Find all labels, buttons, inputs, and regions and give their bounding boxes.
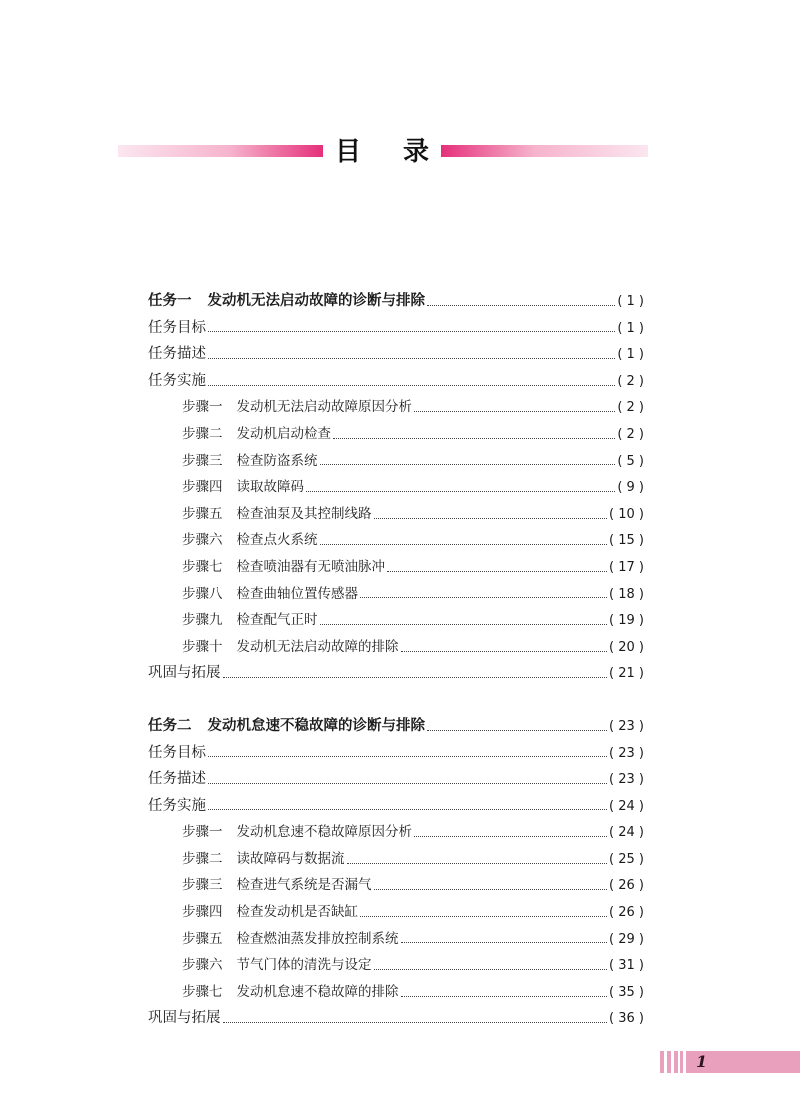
dot-leader [427, 305, 615, 306]
dot-leader [401, 651, 608, 652]
dot-leader [401, 942, 608, 943]
entry-title: 发动机无法启动故障的排除 [236, 638, 399, 655]
dot-leader [208, 809, 607, 810]
page-ref: ( 1 ) [617, 347, 644, 363]
entry-title: 任务实施 [148, 797, 206, 814]
toc-step-entry[interactable] [148, 979, 644, 1006]
page-ref: ( 24 ) [609, 798, 644, 814]
toc-step-entry[interactable] [148, 872, 644, 899]
entry-title: 任务描述 [148, 346, 206, 363]
entry-label [148, 1005, 221, 1032]
page-number-tab [660, 1051, 800, 1073]
entry-title: 任务实施 [148, 372, 206, 389]
dot-leader [427, 730, 607, 731]
toc-step-entry[interactable] [148, 474, 644, 501]
entry-title: 任务目标 [148, 744, 206, 761]
toc-section-entry[interactable] [148, 368, 644, 395]
dot-leader [360, 916, 607, 917]
toc-step-entry[interactable] [148, 952, 644, 979]
page-ref: ( 15 ) [609, 533, 644, 549]
entry-label [148, 341, 206, 368]
page-ref: ( 21 ) [609, 666, 644, 682]
entry-title: 巩固与拓展 [148, 665, 221, 682]
table-of-contents [148, 288, 644, 1032]
entry-label [148, 766, 206, 793]
dot-leader [387, 571, 607, 572]
page-title [323, 134, 441, 167]
dot-leader [360, 597, 607, 598]
toc-task-group [148, 288, 644, 687]
entry-title: 任务描述 [148, 771, 206, 788]
dot-leader [208, 756, 607, 757]
entry-number: 步骤七 [182, 558, 223, 575]
entry-number: 任务一 [148, 293, 192, 309]
entry-label [182, 421, 331, 448]
dot-leader [414, 411, 615, 412]
toc-extension-entry[interactable] [148, 660, 644, 687]
entry-title: 读故障码与数据流 [236, 850, 345, 867]
entry-number: 步骤三 [182, 452, 223, 469]
entry-title: 发动机启动检查 [236, 425, 331, 442]
entry-label [148, 315, 206, 342]
tab-stripe [667, 1051, 671, 1073]
entry-number: 步骤六 [182, 957, 223, 974]
page-ref: ( 24 ) [609, 825, 644, 841]
page-ref: ( 36 ) [609, 1011, 644, 1027]
entry-title: 巩固与拓展 [148, 1010, 221, 1027]
dot-leader [306, 491, 615, 492]
dot-leader [374, 518, 608, 519]
toc-step-entry[interactable] [148, 527, 644, 554]
entry-label [182, 846, 345, 873]
toc-step-entry[interactable] [148, 421, 644, 448]
dot-leader [208, 331, 615, 332]
page-ref: ( 20 ) [609, 639, 644, 655]
entry-label [182, 527, 318, 554]
toc-step-entry[interactable] [148, 819, 644, 846]
dot-leader [320, 624, 608, 625]
entry-label [182, 819, 412, 846]
toc-section-entry[interactable] [148, 315, 644, 342]
page-ref: ( 2 ) [617, 373, 644, 389]
entry-label [182, 952, 372, 979]
entry-label [182, 394, 412, 421]
tab-stripe [660, 1051, 664, 1073]
title-gradient-right [441, 145, 648, 157]
entry-label [182, 448, 318, 475]
toc-step-entry[interactable] [148, 846, 644, 873]
entry-label [182, 872, 372, 899]
entry-title: 检查燃油蒸发排放控制系统 [236, 930, 399, 947]
title-gradient-left [118, 145, 323, 157]
toc-step-entry[interactable] [148, 554, 644, 581]
toc-step-entry[interactable] [148, 448, 644, 475]
page-ref: ( 26 ) [609, 878, 644, 894]
dot-leader [374, 969, 608, 970]
entry-title: 检查进气系统是否漏气 [236, 877, 372, 894]
toc-task-entry[interactable] [148, 288, 644, 315]
dot-leader [414, 836, 607, 837]
entry-title: 发动机无法启动故障原因分析 [236, 399, 412, 416]
entry-title: 检查油泵及其控制线路 [236, 505, 372, 522]
page-ref: ( 23 ) [609, 718, 644, 734]
page-ref: ( 1 ) [617, 294, 644, 309]
dot-leader [208, 358, 615, 359]
entry-number: 步骤八 [182, 585, 223, 602]
entry-number: 步骤四 [182, 479, 223, 496]
dot-leader [223, 677, 608, 678]
entry-number: 步骤七 [182, 983, 223, 1000]
entry-title: 发动机无法启动故障的诊断与排除 [207, 293, 425, 309]
page-ref: ( 17 ) [609, 559, 644, 575]
entry-number: 步骤五 [182, 505, 223, 522]
entry-label [182, 926, 399, 953]
entry-title: 检查点火系统 [236, 532, 318, 549]
dot-leader [333, 438, 615, 439]
entry-label [148, 368, 206, 395]
entry-title: 读取故障码 [236, 479, 304, 496]
tab-stripe [680, 1051, 683, 1073]
dot-leader [208, 783, 607, 784]
dot-leader [320, 464, 616, 465]
entry-number: 步骤一 [182, 824, 223, 841]
page-ref: ( 10 ) [609, 506, 644, 522]
page-ref: ( 5 ) [617, 453, 644, 469]
dot-leader [374, 889, 608, 890]
toc-section-entry[interactable] [148, 740, 644, 767]
page-ref: ( 2 ) [617, 426, 644, 442]
entry-label [182, 501, 372, 528]
toc-task-entry[interactable] [148, 713, 644, 740]
page-number: 1 [696, 1052, 708, 1071]
entry-title: 发动机怠速不稳故障的诊断与排除 [207, 717, 425, 734]
page-ref: ( 31 ) [609, 958, 644, 974]
entry-title: 检查曲轴位置传感器 [236, 585, 358, 602]
dot-leader [320, 544, 608, 545]
entry-number: 步骤十 [182, 638, 223, 655]
page-ref: ( 9 ) [617, 480, 644, 496]
entry-number: 步骤五 [182, 930, 223, 947]
toc-step-entry[interactable] [148, 607, 644, 634]
entry-label [182, 607, 318, 634]
toc-task-group [148, 713, 644, 1032]
page-ref: ( 23 ) [609, 772, 644, 788]
entry-title: 发动机怠速不稳故障原因分析 [236, 824, 412, 841]
entry-number: 步骤九 [182, 612, 223, 629]
entry-number: 任务二 [148, 717, 192, 734]
entry-title: 检查防盗系统 [236, 452, 318, 469]
page-ref: ( 1 ) [617, 320, 644, 336]
entry-number: 步骤六 [182, 532, 223, 549]
entry-number: 步骤二 [182, 850, 223, 867]
entry-label [182, 554, 385, 581]
entry-label [148, 740, 206, 767]
toc-extension-entry[interactable] [148, 1005, 644, 1032]
dot-leader [347, 863, 608, 864]
page-ref: ( 23 ) [609, 745, 644, 761]
title-char-2: 录 [402, 136, 429, 167]
entry-label [148, 793, 206, 820]
page-ref: ( 25 ) [609, 851, 644, 867]
toc-section-entry[interactable] [148, 793, 644, 820]
entry-label [182, 474, 304, 501]
dot-leader [401, 996, 608, 997]
page-ref: ( 26 ) [609, 905, 644, 921]
entry-title: 检查配气正时 [236, 612, 318, 629]
toc-step-entry[interactable] [148, 899, 644, 926]
entry-number: 步骤一 [182, 399, 223, 416]
page-ref: ( 35 ) [609, 984, 644, 1000]
entry-number: 步骤四 [182, 904, 223, 921]
toc-step-entry[interactable] [148, 394, 644, 421]
page-ref: ( 19 ) [609, 613, 644, 629]
entry-label [148, 660, 221, 687]
entry-title: 检查发动机是否缺缸 [236, 904, 358, 921]
toc-title-banner [118, 136, 648, 167]
entry-label [182, 581, 358, 608]
entry-number: 步骤二 [182, 425, 223, 442]
toc-section-entry[interactable] [148, 341, 644, 368]
toc-section-entry[interactable] [148, 766, 644, 793]
page-ref: ( 29 ) [609, 931, 644, 947]
page-ref: ( 18 ) [609, 586, 644, 602]
dot-leader [208, 385, 615, 386]
entry-number: 步骤三 [182, 877, 223, 894]
toc-step-entry[interactable] [148, 634, 644, 661]
toc-step-entry[interactable] [148, 581, 644, 608]
entry-title: 检查喷油器有无喷油脉冲 [236, 558, 385, 575]
entry-title: 任务目标 [148, 319, 206, 336]
page-ref: ( 2 ) [617, 400, 644, 416]
entry-label [148, 288, 425, 315]
title-char-1: 目 [335, 136, 362, 167]
entry-title: 节气门体的清洗与设定 [236, 957, 372, 974]
tab-stripe [674, 1051, 678, 1073]
entry-label [182, 899, 358, 926]
toc-step-entry[interactable] [148, 926, 644, 953]
toc-step-entry[interactable] [148, 501, 644, 528]
entry-label [148, 713, 425, 740]
dot-leader [223, 1022, 608, 1023]
entry-label [182, 979, 399, 1006]
entry-label [182, 634, 399, 661]
entry-title: 发动机怠速不稳故障的排除 [236, 983, 399, 1000]
